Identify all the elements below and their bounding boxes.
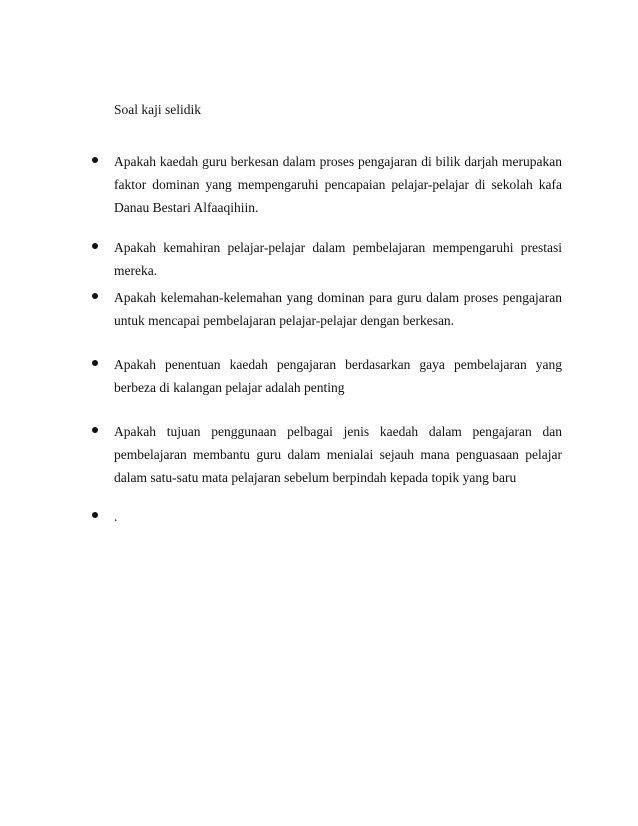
list-item-text: Apakah kemahiran pelajar-pelajar dalam pembelajaran mempengaruhi prestasi mereka.	[114, 240, 562, 278]
bullet-icon	[92, 360, 98, 366]
bullet-icon	[92, 157, 98, 163]
bullet-icon	[92, 427, 98, 433]
bullet-icon	[92, 512, 98, 518]
bullet-icon	[92, 293, 98, 299]
bullet-icon	[92, 243, 98, 249]
list-item-text: Apakah penentuan kaedah pengajaran berdasarkan gaya pembelajaran yang berbeza di kalangan pelajar adalah penting	[114, 357, 562, 395]
document-heading: Soal kaji selidik	[114, 102, 201, 117]
list-item-text: Apakah kelemahan-kelemahan yang dominan para guru dalam proses pengajaran untuk mencapai pembelajaran pelajar-pelajar dengan berkesan.	[114, 290, 562, 328]
list-item-text: Apakah tujuan penggunaan pelbagai jenis kaedah dalam pengajaran dan pembelajaran membantu guru dalam menialai sejauh mana penguasaan pelajar dalam satu-satu mata pelajaran sebelum berpindah kepada topik yang baru	[114, 424, 562, 485]
list-item-text: .	[114, 509, 118, 524]
list-item-text: Apakah kaedah guru berkesan dalam proses pengajaran di bilik darjah merupakan faktor dominan yang mempengaruhi pencapaian pelajar-pelajar di sekolah kafa Danau Bestari Alfaaqihiin.	[114, 154, 562, 215]
